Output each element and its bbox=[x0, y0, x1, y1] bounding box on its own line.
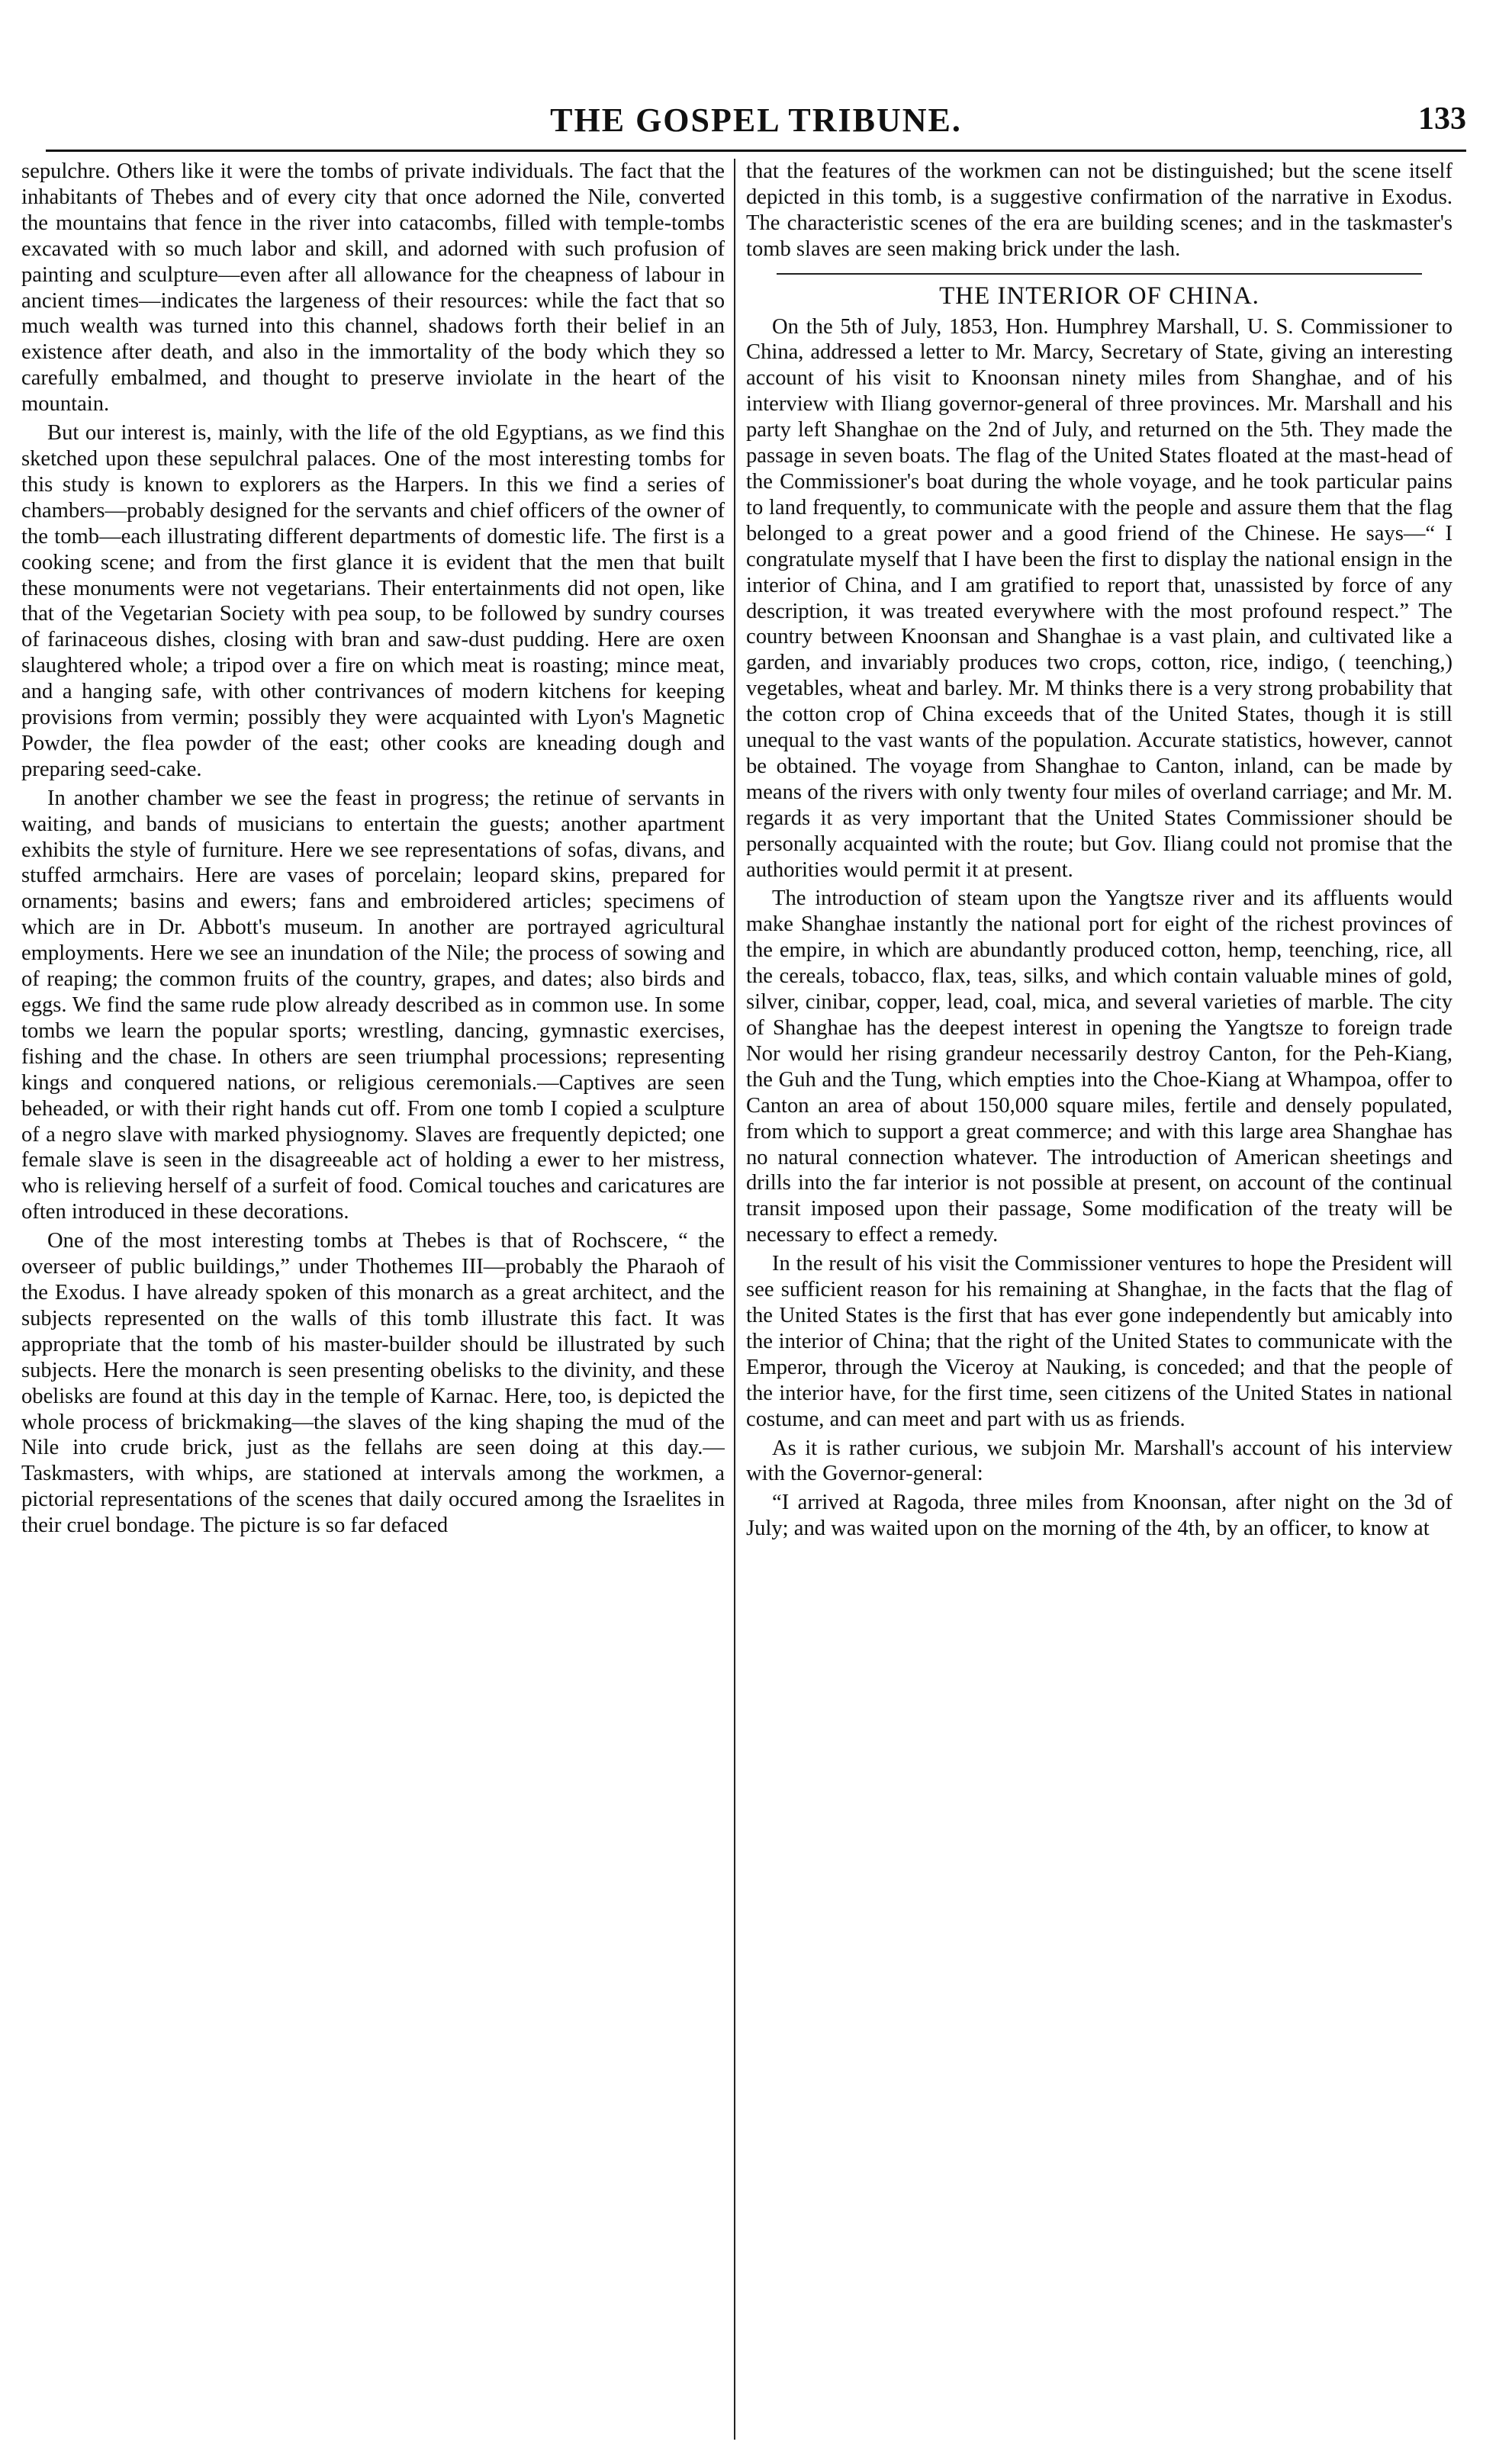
section-title: THE INTERIOR OF CHINA. bbox=[939, 281, 1259, 310]
header-rule bbox=[46, 150, 1466, 152]
article-paragraph: sepulchre. Others like it were the tombs of private individuals. The fact that the inhabitants of Thebes and of every city that once adorned the Nile, converted the mountains that fence in the river into catacombs, filled with temple-tombs excavated with so much labor and skill, and adorned with such profusion of painting and sculpture—even after all allowance for the cheapness of labour in ancient times—indicates the largeness of their resources: while the fact that so much wealth was turned into this channel, shadows forth their belief in an existence after death, and also in the immortality of the body which they so carefully embalmed, and thought to preserve inviolate in the heart of the mountain. bbox=[21, 159, 725, 417]
article-paragraph: On the 5th of July, 1853, Hon. Humphrey Marshall, U. S. Commissioner to China, addressed a letter to Mr. Marcy, Secretary of State, giving an interesting account of his visit to Knoonsan ninety miles from Shanghae, and of his interview with Iliang governor-general of three provinces. Mr. Marshall and his party left Shanghae on the 2nd of July, and returned on the 5th. They made the passage in seven boats. The flag of the United States floated at the mast-head of the Commissioner's boat during the whole voyage, and he took particular pains to land frequently, to communicate with the people and assure them that the flag belonged to a great power and a good friend of the Chinese. He says—“ I congratulate myself that I have been the first to display the national ensign in the interior of China, and I am gratified to report that, unassisted by force of any description, it was treated everywhere with the most profound respect.” The country between Knoonsan and Shanghae is a vast plain, and cultivated like a garden, and invariably produces two crops, cotton, rice, indigo, ( teenching,) vegetables, wheat and barley. Mr. M thinks there is a very strong probability that the cotton crop of China exceeds that of the United States, though it is still unequal to the vast wants of the population. Accurate statistics, however, cannot be obtained. The voyage from Shanghae to Canton, inland, can be made by means of the rivers with only twenty four miles of overland carriage; and Mr. M. regards it as very important that the United States Commissioner should be personally acquainted with the route; but Gov. Iliang could not promise that the authorities would permit it at present. bbox=[746, 314, 1452, 882]
running-title: THE GOSPEL TRIBUNE. bbox=[550, 101, 962, 139]
article-paragraph: The introduction of steam upon the Yangtsze river and its affluents would make Shanghae instantly the national port for eight of the richest provinces of the empire, in which are abundantly produced cotton, hemp, teenching, rice, all the cereals, tobacco, flax, teas, silks, and which contain valuable mines of gold, silver, cinibar, copper, lead, coal, mica, and several varieties of marble. The city of Shanghae has the deepest interest in opening the Yangtsze to foreign trade Nor would her rising grandeur necessarily destroy Canton, for the Peh-Kiang, the Guh and the Tung, which empties into the Choe-Kiang at Whampoa, offer to Canton an area of about 150,000 square miles, fertile and densely populated, from which to support a great commerce; and with this large area Shanghae has no natural connection whatever. The introduction of American sheetings and drills into the far interior is not possible at present, on account of the continual transit imposed upon their passage, Some modification of the treaty will be necessary to effect a remedy. bbox=[746, 886, 1452, 1247]
article-paragraph: As it is rather curious, we subjoin Mr. Marshall's account of his interview with the Governor-general: bbox=[746, 1436, 1452, 1486]
right-column bbox=[746, 159, 1452, 2440]
page-number: 133 bbox=[1418, 101, 1466, 137]
article-paragraph: “I arrived at Ragoda, three miles from Knoonsan, after night on the 3d of July; and was waited upon on the morning of the 4th, by an officer, to know at bbox=[746, 1491, 1452, 1541]
page-header bbox=[46, 101, 1466, 146]
column-divider bbox=[734, 159, 735, 2440]
article-paragraph: that the features of the workmen can not be distinguished; but the scene itself depicted in this tomb, is a suggestive confirmation of the narrative in Exodus. The characteristic scenes of the era are building scenes; and in the taskmaster's tomb slaves are seen making brick under the lash. bbox=[746, 159, 1452, 261]
article-paragraph: In the result of his visit the Commissioner ventures to hope the President will see sufficient reason for his remaining at Shanghae, in the facts that the flag of the United States is the first that has ever gone independently but amicably into the interior of China; that the right of the United States to communicate with the Emperor, through the Viceroy at Nauking, is conceded; and that the people of the interior have, for the first time, seen citizens of the United States in national costume, and can meet and part with us as friends. bbox=[746, 1252, 1452, 1431]
article-paragraph: But our interest is, mainly, with the life of the old Egyptians, as we find this sketched upon these sepulchral palaces. One of the most interesting tombs for this study is known to explorers as the Harpers. In this we find a series of chambers—probably designed for the servants and chief officers of the owner of the tomb—each illustrating different departments of domestic life. The first is a cooking scene; and from the first glance it is evident that the men that built these monuments were not vegetarians. Their entertainments did not open, like that of the Vegetarian Society with pea soup, to be followed by sundry courses of farinaceous dishes, closing with bran and saw-dust pudding. Here are oxen slaughtered whole; a tripod over a fire on which meat is roasting; mince meat, and a hanging safe, with other contrivances of modern kitchens for keeping provisions from vermin; possibly they were acquainted with Lyon's Magnetic Powder, the flea powder of the east; other cooks are kneading dough and preparing seed-cake. bbox=[21, 421, 725, 781]
left-column bbox=[21, 159, 725, 2440]
article-paragraph: One of the most interesting tombs at Thebes is that of Rochscere, “ the overseer of public buildings,” under Thothemes III—probably the Pharaoh of the Exodus. I have already spoken of this monarch as a great architect, and the subjects represented on the walls of this tomb illustrate this fact. It was appropriate that the tomb of his master-builder should be illustrated by such subjects. Here the monarch is seen presenting obelisks to the divinity, and these obelisks are found at this day in the temple of Karnac. Here, too, is depicted the whole process of brickmaking—the slaves of the king shaping the mud of the Nile into crude brick, just as the fellahs are seen doing at this day.—Taskmasters, with whips, are stationed at intervals among the workmen, a pictorial representations of the scenes that daily occured among the Israelites in their cruel bondage. The picture is so far defaced bbox=[21, 1229, 725, 1538]
article-paragraph: In another chamber we see the feast in progress; the retinue of servants in waiting, and bands of musicians to entertain the guests; another apartment exhibits the style of furniture. Here we see representations of sofas, divans, and stuffed armchairs. Here are vases of porcelain; leopard skins, prepared for ornaments; basins and ewers; fans and embroidered articles; specimens of which are in Dr. Abbott's museum. In another are portrayed agricultural employments. Here we see an inundation of the Nile; the process of sowing and of reaping; the common fruits of the country, grapes, and dates; also birds and eggs. We find the same rude plow already described as in common use. In some tombs we learn the popular sports; wrestling, dancing, gymnastic exercises, fishing and the chase. In others are seen triumphal processions; representing kings and conquered nations, or religious ceremonials.—Captives are seen beheaded, or with their right hands cut off. From one tomb I copied a sculpture of a negro slave with marked physiognomy. Slaves are frequently depicted; one female slave is seen in the disagreeable act of holding a ewer to her mistress, who is relieving herself of a surfeit of food. Comical touches and caricatures are often introduced in these decorations. bbox=[21, 786, 725, 1224]
section-rule bbox=[777, 273, 1422, 275]
